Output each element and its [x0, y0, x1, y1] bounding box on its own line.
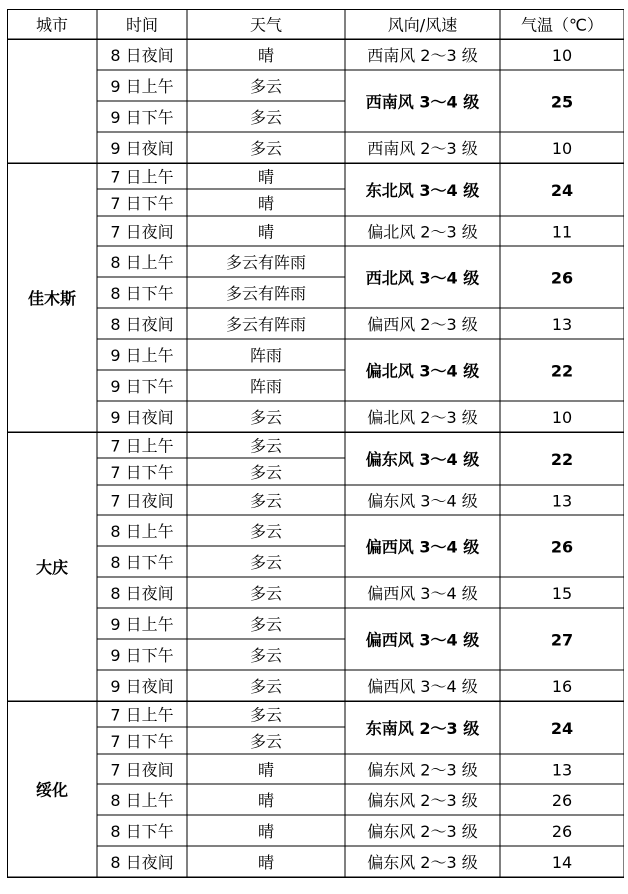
wind-cell: 西南风 2～3 级: [367, 46, 478, 65]
temperature-cell: 13: [551, 491, 573, 511]
header-cell: 风向/风速: [387, 15, 458, 35]
time-cell: 8 日夜间: [110, 46, 174, 65]
time-cell: 9 日下午: [110, 377, 174, 396]
weather-cell: 多云: [249, 139, 283, 158]
time-cell: 9 日夜间: [110, 139, 174, 158]
wind-cell: 偏西风 3～4 级: [365, 537, 480, 557]
wind-cell: 偏北风 2～3 级: [367, 222, 478, 242]
weather-cell: 晴: [257, 222, 275, 242]
wind-cell: 偏西风 3～4 级: [365, 630, 480, 650]
weather-cell: 多云: [249, 732, 283, 751]
weather-cell: 阵雨: [249, 377, 283, 396]
time-cell: 8 日上午: [110, 522, 174, 541]
time-cell: 9 日上午: [110, 346, 174, 365]
time-cell: 8 日上午: [110, 253, 174, 272]
weather-cell: 多云: [249, 646, 283, 665]
weather-cell: 多云: [249, 77, 283, 96]
header-cell: 天气: [249, 15, 283, 35]
time-cell: 7 日下午: [110, 194, 174, 213]
time-cell: 8 日夜间: [110, 853, 174, 872]
temperature-cell: 25: [550, 92, 574, 112]
time-cell: 7 日上午: [110, 436, 174, 456]
header-cell: 时间: [125, 15, 159, 35]
temperature-cell: 24: [550, 719, 574, 738]
temperature-cell: 26: [550, 268, 574, 288]
wind-cell: 偏西风 3～4 级: [367, 584, 478, 603]
city-cell: 绥化: [35, 780, 69, 800]
weather-cell: 多云: [249, 677, 283, 696]
weather-forecast-table: [7, 9, 624, 888]
temperature-cell: 22: [550, 361, 574, 381]
temperature-cell: 10: [551, 139, 573, 158]
time-cell: 7 日上午: [110, 705, 174, 725]
weather-cell: 晴: [257, 853, 275, 872]
weather-cell: 多云: [249, 584, 283, 603]
weather-cell: 多云: [249, 436, 283, 456]
time-cell: 7 日夜间: [110, 760, 174, 780]
time-cell: 8 日下午: [110, 284, 174, 303]
wind-cell: 偏东风 3～4 级: [365, 450, 480, 469]
time-cell: 9 日夜间: [110, 408, 174, 427]
weather-cell: 晴: [257, 46, 275, 65]
header-cell: 气温（℃）: [521, 15, 603, 35]
weather-cell: 阵雨: [249, 346, 283, 365]
time-cell: 9 日下午: [110, 646, 174, 665]
temperature-cell: 26: [551, 822, 573, 841]
weather-cell: 晴: [257, 822, 275, 841]
weather-cell: 多云有阵雨: [225, 315, 307, 334]
wind-cell: 东北风 3～4 级: [365, 181, 480, 200]
temperature-cell: 10: [551, 408, 573, 427]
weather-cell: 多云: [249, 522, 283, 541]
wind-cell: 西南风 3～4 级: [365, 92, 480, 112]
time-cell: 9 日夜间: [110, 677, 174, 696]
time-cell: 8 日下午: [110, 553, 174, 572]
temperature-cell: 15: [551, 584, 573, 603]
wind-cell: 偏西风 2～3 级: [367, 315, 478, 334]
time-cell: 8 日夜间: [110, 315, 174, 334]
weather-cell: 晴: [257, 760, 275, 780]
temperature-cell: 11: [551, 222, 573, 242]
weather-cell: 晴: [257, 791, 275, 810]
time-cell: 7 日上午: [110, 167, 174, 187]
weather-cell: 多云: [249, 615, 283, 634]
table-grid: [7, 9, 624, 888]
time-cell: 9 日下午: [110, 108, 174, 127]
time-cell: 7 日夜间: [110, 222, 174, 242]
weather-cell: 多云: [249, 553, 283, 572]
temperature-cell: 26: [550, 537, 574, 557]
weather-cell: 多云有阵雨: [225, 284, 307, 303]
time-cell: 7 日下午: [110, 732, 174, 751]
time-cell: 8 日夜间: [110, 584, 174, 603]
time-cell: 9 日上午: [110, 77, 174, 96]
time-cell: 9 日上午: [110, 615, 174, 634]
temperature-cell: 26: [551, 791, 573, 810]
weather-cell: 多云有阵雨: [225, 253, 307, 272]
wind-cell: 偏北风 2～3 级: [367, 408, 478, 427]
temperature-cell: 16: [551, 677, 573, 696]
temperature-cell: 24: [550, 181, 574, 200]
wind-cell: 偏东风 2～3 级: [367, 760, 478, 780]
weather-cell: 晴: [257, 194, 275, 213]
time-cell: 8 日上午: [110, 791, 174, 810]
wind-cell: 东南风 2～3 级: [365, 719, 480, 738]
wind-cell: 西南风 2～3 级: [367, 139, 478, 158]
time-cell: 7 日夜间: [110, 491, 174, 511]
wind-cell: 偏东风 2～3 级: [367, 791, 478, 810]
temperature-cell: 13: [551, 760, 573, 780]
time-cell: 7 日下午: [110, 463, 174, 482]
weather-cell: 多云: [249, 408, 283, 427]
weather-cell: 多云: [249, 491, 283, 511]
temperature-cell: 27: [550, 630, 574, 650]
wind-cell: 偏东风 2～3 级: [367, 822, 478, 841]
time-cell: 8 日下午: [110, 822, 174, 841]
weather-cell: 多云: [249, 108, 283, 127]
weather-cell: 晴: [257, 167, 275, 187]
weather-cell: 多云: [249, 463, 283, 482]
temperature-cell: 22: [550, 450, 574, 469]
temperature-cell: 14: [551, 853, 573, 872]
wind-cell: 偏东风 2～3 级: [367, 853, 478, 872]
weather-cell: 多云: [249, 705, 283, 725]
wind-cell: 偏东风 3～4 级: [367, 491, 478, 511]
header-cell: 城市: [35, 15, 69, 35]
wind-cell: 西北风 3～4 级: [365, 268, 480, 288]
temperature-cell: 10: [551, 46, 573, 65]
city-cell: 大庆: [35, 558, 69, 577]
city-cell: 佳木斯: [27, 289, 77, 308]
wind-cell: 偏西风 3～4 级: [367, 677, 478, 696]
wind-cell: 偏北风 3～4 级: [365, 361, 480, 381]
temperature-cell: 13: [551, 315, 573, 334]
